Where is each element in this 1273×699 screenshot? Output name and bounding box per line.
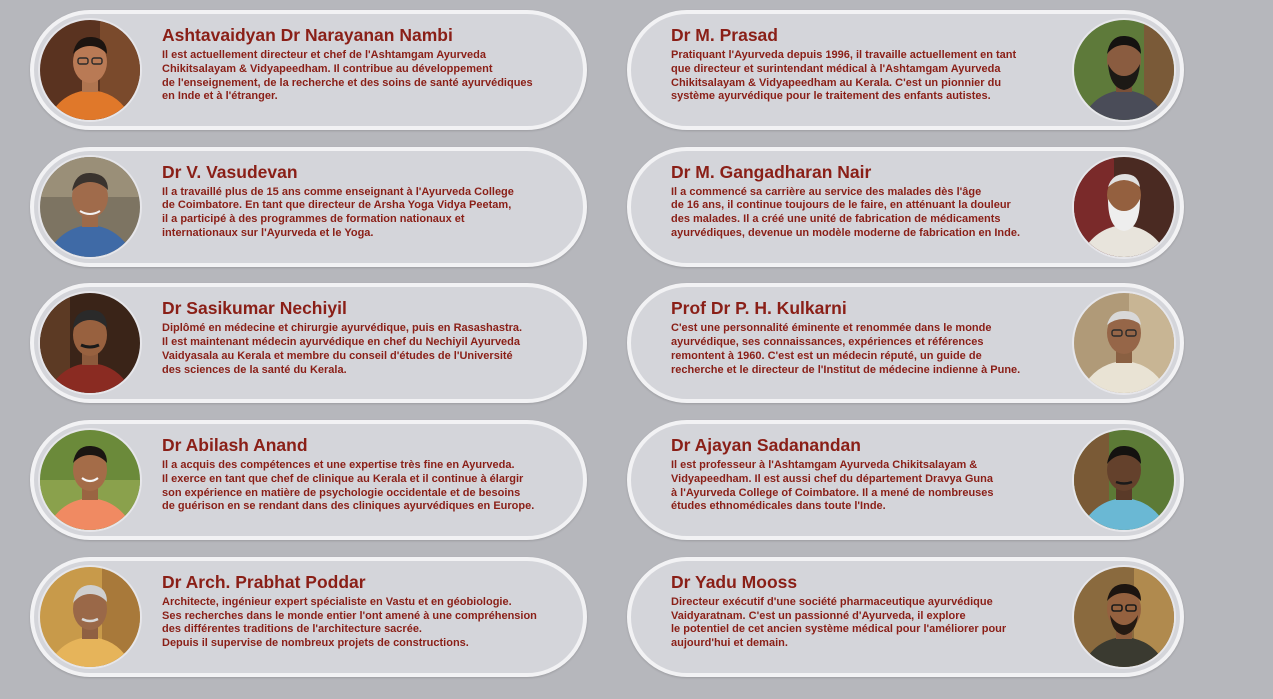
profile-card <box>30 283 587 403</box>
person-bio: Il est professeur à l'Ashtamgam Ayurveda Chikitsalayam & Vidyapeedham. Il est aussi chef du département Dravya Guna à l'Ayurveda College of Coimbatore. Il a mené de nombreuses études ethnomédicales dans toute l'Inde. <box>671 459 994 513</box>
portrait-photo <box>1072 291 1176 395</box>
portrait-photo <box>38 428 142 532</box>
person-name: Dr Yadu Mooss <box>671 571 798 592</box>
profile-card <box>627 420 1184 540</box>
person-name: Dr Abilash Anand <box>162 435 308 456</box>
profile-card <box>30 557 587 677</box>
portrait-photo <box>38 291 142 395</box>
portrait-photo <box>1072 155 1176 259</box>
person-name: Ashtavaidyan Dr Narayanan Nambi <box>162 25 453 45</box>
person-bio: Il a acquis des compétences et une expertise très fine en Ayurveda. Il exerce en tant que chef de clinique au Kerala et il continue à élargir son expérience en matière de psychologie occidentale et de besoins de guérison en se rendant dans des cliniques ayurvédiques en Europe. <box>162 459 535 513</box>
left-column <box>30 10 587 693</box>
portrait-photo <box>1072 18 1176 122</box>
person-bio: C'est une personnalité éminente et renommée dans le monde ayurvédique, ses connaissances, expériences et références remontent à 1960. C'est est un médecin réputé, un guide de recherche et le directeur de l'Institut de médecine indienne à Pune. <box>671 322 1021 376</box>
profile-card <box>627 283 1184 403</box>
portrait-photo <box>38 18 142 122</box>
profile-card <box>627 557 1184 677</box>
person-bio: Il a travaillé plus de 15 ans comme enseignant à l'Ayurveda College de Coimbatore. En tant que directeur de Arsha Yoga Vidya Peetam, il a participé à des programmes de formation nationaux et internationaux sur l'Ayurveda et le Yoga. <box>162 185 514 240</box>
person-bio: Il est actuellement directeur et chef de l'Ashtamgam Ayurveda Chikitsalayam & Vidyapeedham. Il contribue au développement de l'enseignement, de la recherche et des soins de santé ayurvédiques en Inde et à l'étranger. <box>162 49 533 103</box>
person-name: Dr M. Gangadharan Nair <box>671 161 872 182</box>
person-name: Dr M. Prasad <box>671 25 778 45</box>
right-column <box>627 10 1184 693</box>
portrait-photo <box>1072 428 1176 532</box>
portrait-photo <box>38 565 142 669</box>
person-bio: Architecte, ingénieur expert spécialiste en Vastu et en géobiologie. Ses recherches dans le monde entier l'ont amené à une compréhension des différentes traditions de l'architecture sacrée. Depuis il supervise de nombreux projets de constructions. <box>162 595 537 650</box>
person-name: Dr V. Vasudevan <box>162 161 298 182</box>
person-name: Dr Sasikumar Nechiyil <box>162 298 347 319</box>
profile-card <box>627 147 1184 267</box>
person-bio: Il a commencé sa carrière au service des malades dès l'âge de 16 ans, il continue toujours de le faire, en atténuant la douleur des malades. Il a créé une unité de fabrication de médicaments ayurvédiques, devenue un modèle moderne de fabrication en Inde. <box>671 185 1021 240</box>
profile-card <box>627 10 1184 130</box>
portrait-photo <box>1072 565 1176 669</box>
profile-card <box>30 10 587 130</box>
person-name: Dr Ajayan Sadanandan <box>671 435 861 456</box>
profile-card <box>30 420 587 540</box>
person-bio: Pratiquant l'Ayurveda depuis 1996, il travaille actuellement en tant que directeur et surintendant médical à l'Ashtamgam Ayurveda Chikitsalayam & Vidyapeedham au Kerala. C'est un pionnier du système ayurvédique pour le traitement des enfants autistes. <box>671 49 1017 103</box>
person-name: Prof Dr P. H. Kulkarni <box>671 298 847 319</box>
profile-card <box>30 147 587 267</box>
portrait-photo <box>38 155 142 259</box>
person-bio: Diplômé en médecine et chirurgie ayurvédique, puis en Rasashastra. Il est maintenant médecin ayurvédique en chef du Nechiyil Ayurveda Vaidyasala au Kerala et membre du conseil d'études de l'Université des sciences de la santé du Kerala. <box>162 322 523 376</box>
person-bio: Directeur exécutif d'une société pharmaceutique ayurvédique Vaidyaratnam. C'est un passionné d'Ayurveda, il explore le potentiel de cet ancien système médical pour l'améliorer pour aujourd'hui et demain. <box>671 595 1007 650</box>
person-name: Dr Arch. Prabhat Poddar <box>162 571 366 592</box>
